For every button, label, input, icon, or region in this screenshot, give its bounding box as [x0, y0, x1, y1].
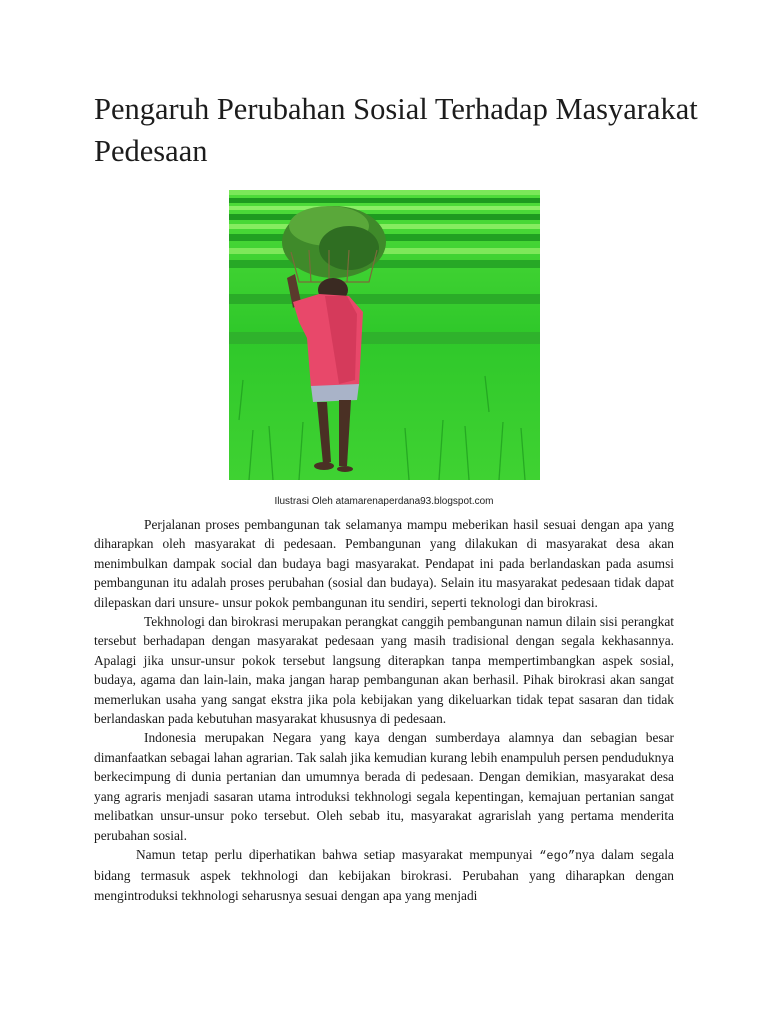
quoted-term: “ego”	[539, 848, 576, 863]
article-title: Pengaruh Perubahan Sosial Terhadap Masyarakat Pedesaan	[94, 92, 698, 168]
paragraph-text: nya dalam segala bidang termasuk aspek tekhnologi dan kebijakan birokrasi. Perubahan yang diharapkan dengan mengintroduksi tekhnologi seharusnya sesuai dengan apa yang menjadi	[94, 846, 674, 903]
paragraph: Indonesia merupakan Negara yang kaya dengan sumberdaya alamnya dan sebagian besar dimanfaatkan sebagai lahan agrarian. Tak salah jika kemudian kurang lebih enampuluh persen penduduknya berkecimpung di dunia pertanian dan umumnya berada di pedesaan. Dengan demikian, masyarakat desa yang agraris menjadi sasaran utama introduksi tekhnologi segala kepentingan, kemajuan pertanian sangat melibatkan unsur-unsur poko tersebut. Oleh sebab itu, masyarakat agrarislah yang pertama menderita perubahan sosial.	[94, 730, 674, 843]
image-caption: Ilustrasi Oleh atamarenaperdana93.blogspot.com	[274, 496, 494, 507]
paragraph: Perjalanan proses pembangunan tak selamanya mampu meberikan hasil sesuai dengan apa yang diharapkan oleh masyarakat di pedesaan. Pembangunan yang dilakukan di masyarakat desa akan menimbulkan dampak social dan budaya bagi masyarakat. Pendapat ini pada berlandaskan pada asumsi pembangunan itu adalah proses perubahan (sosial dan budaya). Selain itu masyarakat pedesaan tidak dapat dilepaskan dari unsure- unsur pokok pembangunan itu sendiri, seperti teknologi dan birokrasi.	[94, 517, 674, 610]
paragraph-text: Namun tetap perlu diperhatikan bahwa setiap masyarakat mempunyai	[136, 846, 540, 862]
rice-field-farmer-photo	[229, 190, 540, 480]
paragraph	[94, 845, 674, 905]
article-body	[94, 515, 674, 905]
paragraph: Tekhnologi dan birokrasi merupakan perangkat canggih pembangunan namun dilain sisi perangkat tersebut berhadapan dengan masyarakat pedesaan yang masih tradisional dengan segala kekhasannya. Apalagi jika unsur-unsur pokok tersebut langsung diterapkan tanpa mempertimbangkan aspek sosial, budaya, agama dan lain-lain, maka jangan harap pembangunan akan berhasil. Pihak birokrasi akan sangat memerlukan usaha yang sangat ekstra jika pola kebijakan yang dikeluarkan tidak tepat sasaran dan tidak berlandaskan pada kebutuhan masyarakat khususnya di pedesaan.	[94, 614, 674, 727]
